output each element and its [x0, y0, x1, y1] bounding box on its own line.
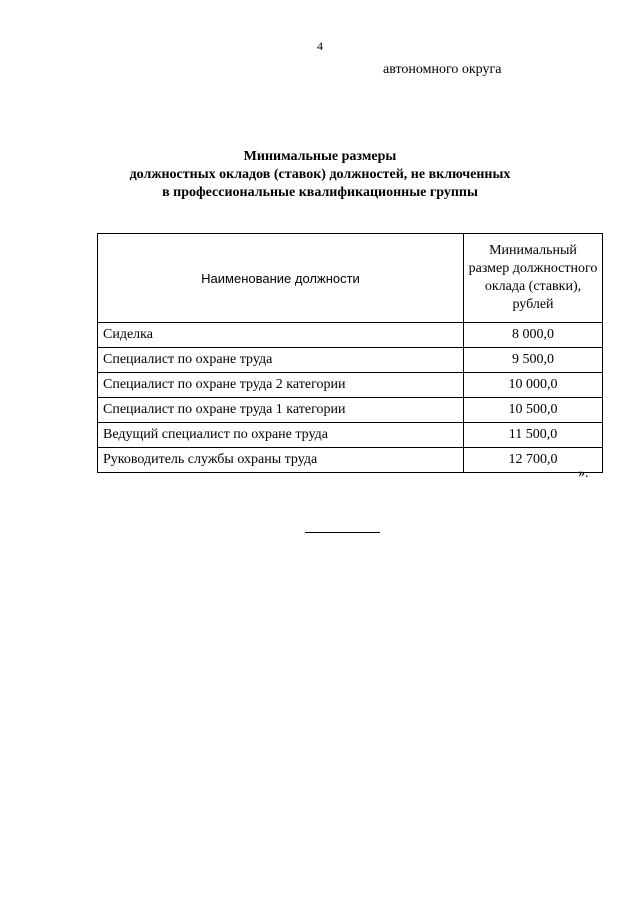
position-name-cell: Специалист по охране труда [98, 348, 464, 373]
header-minimum-salary: Минимальный размер должностного оклада (ставки), рублей [464, 234, 603, 323]
position-name-cell: Специалист по охране труда 2 категории [98, 373, 464, 398]
header-continuation-text: автономного округа [383, 62, 502, 77]
position-name-cell: Руководитель службы охраны труда [98, 448, 464, 473]
title-line-2: должностных окладов (ставок) должностей, не включенных [129, 167, 511, 182]
salary-table [97, 233, 603, 473]
table-row [98, 448, 603, 473]
table-row [98, 323, 603, 348]
title-line-1: Минимальные размеры [243, 149, 397, 164]
document-title [0, 148, 640, 202]
table-row [98, 348, 603, 373]
table-row [98, 398, 603, 423]
salary-value-cell: 8 000,0 [464, 323, 603, 348]
position-name-cell: Ведущий специалист по охране труда [98, 423, 464, 448]
title-line-3: в профессиональные квалификационные группы [162, 185, 478, 200]
end-divider-line [305, 532, 380, 533]
page-number: 4 [317, 39, 323, 53]
header-position-name: Наименование должности [98, 234, 464, 323]
table-row [98, 423, 603, 448]
position-name-cell: Сиделка [98, 323, 464, 348]
salary-value-cell: 12 700,0 [464, 448, 603, 473]
position-name-cell: Специалист по охране труда 1 категории [98, 398, 464, 423]
salary-value-cell: 10 000,0 [464, 373, 603, 398]
salary-value-cell: 9 500,0 [464, 348, 603, 373]
salary-value-cell: 10 500,0 [464, 398, 603, 423]
table-header-row [98, 234, 603, 323]
table-row [98, 373, 603, 398]
salary-value-cell: 11 500,0 [464, 423, 603, 448]
closing-quote-mark: ». [578, 466, 589, 481]
